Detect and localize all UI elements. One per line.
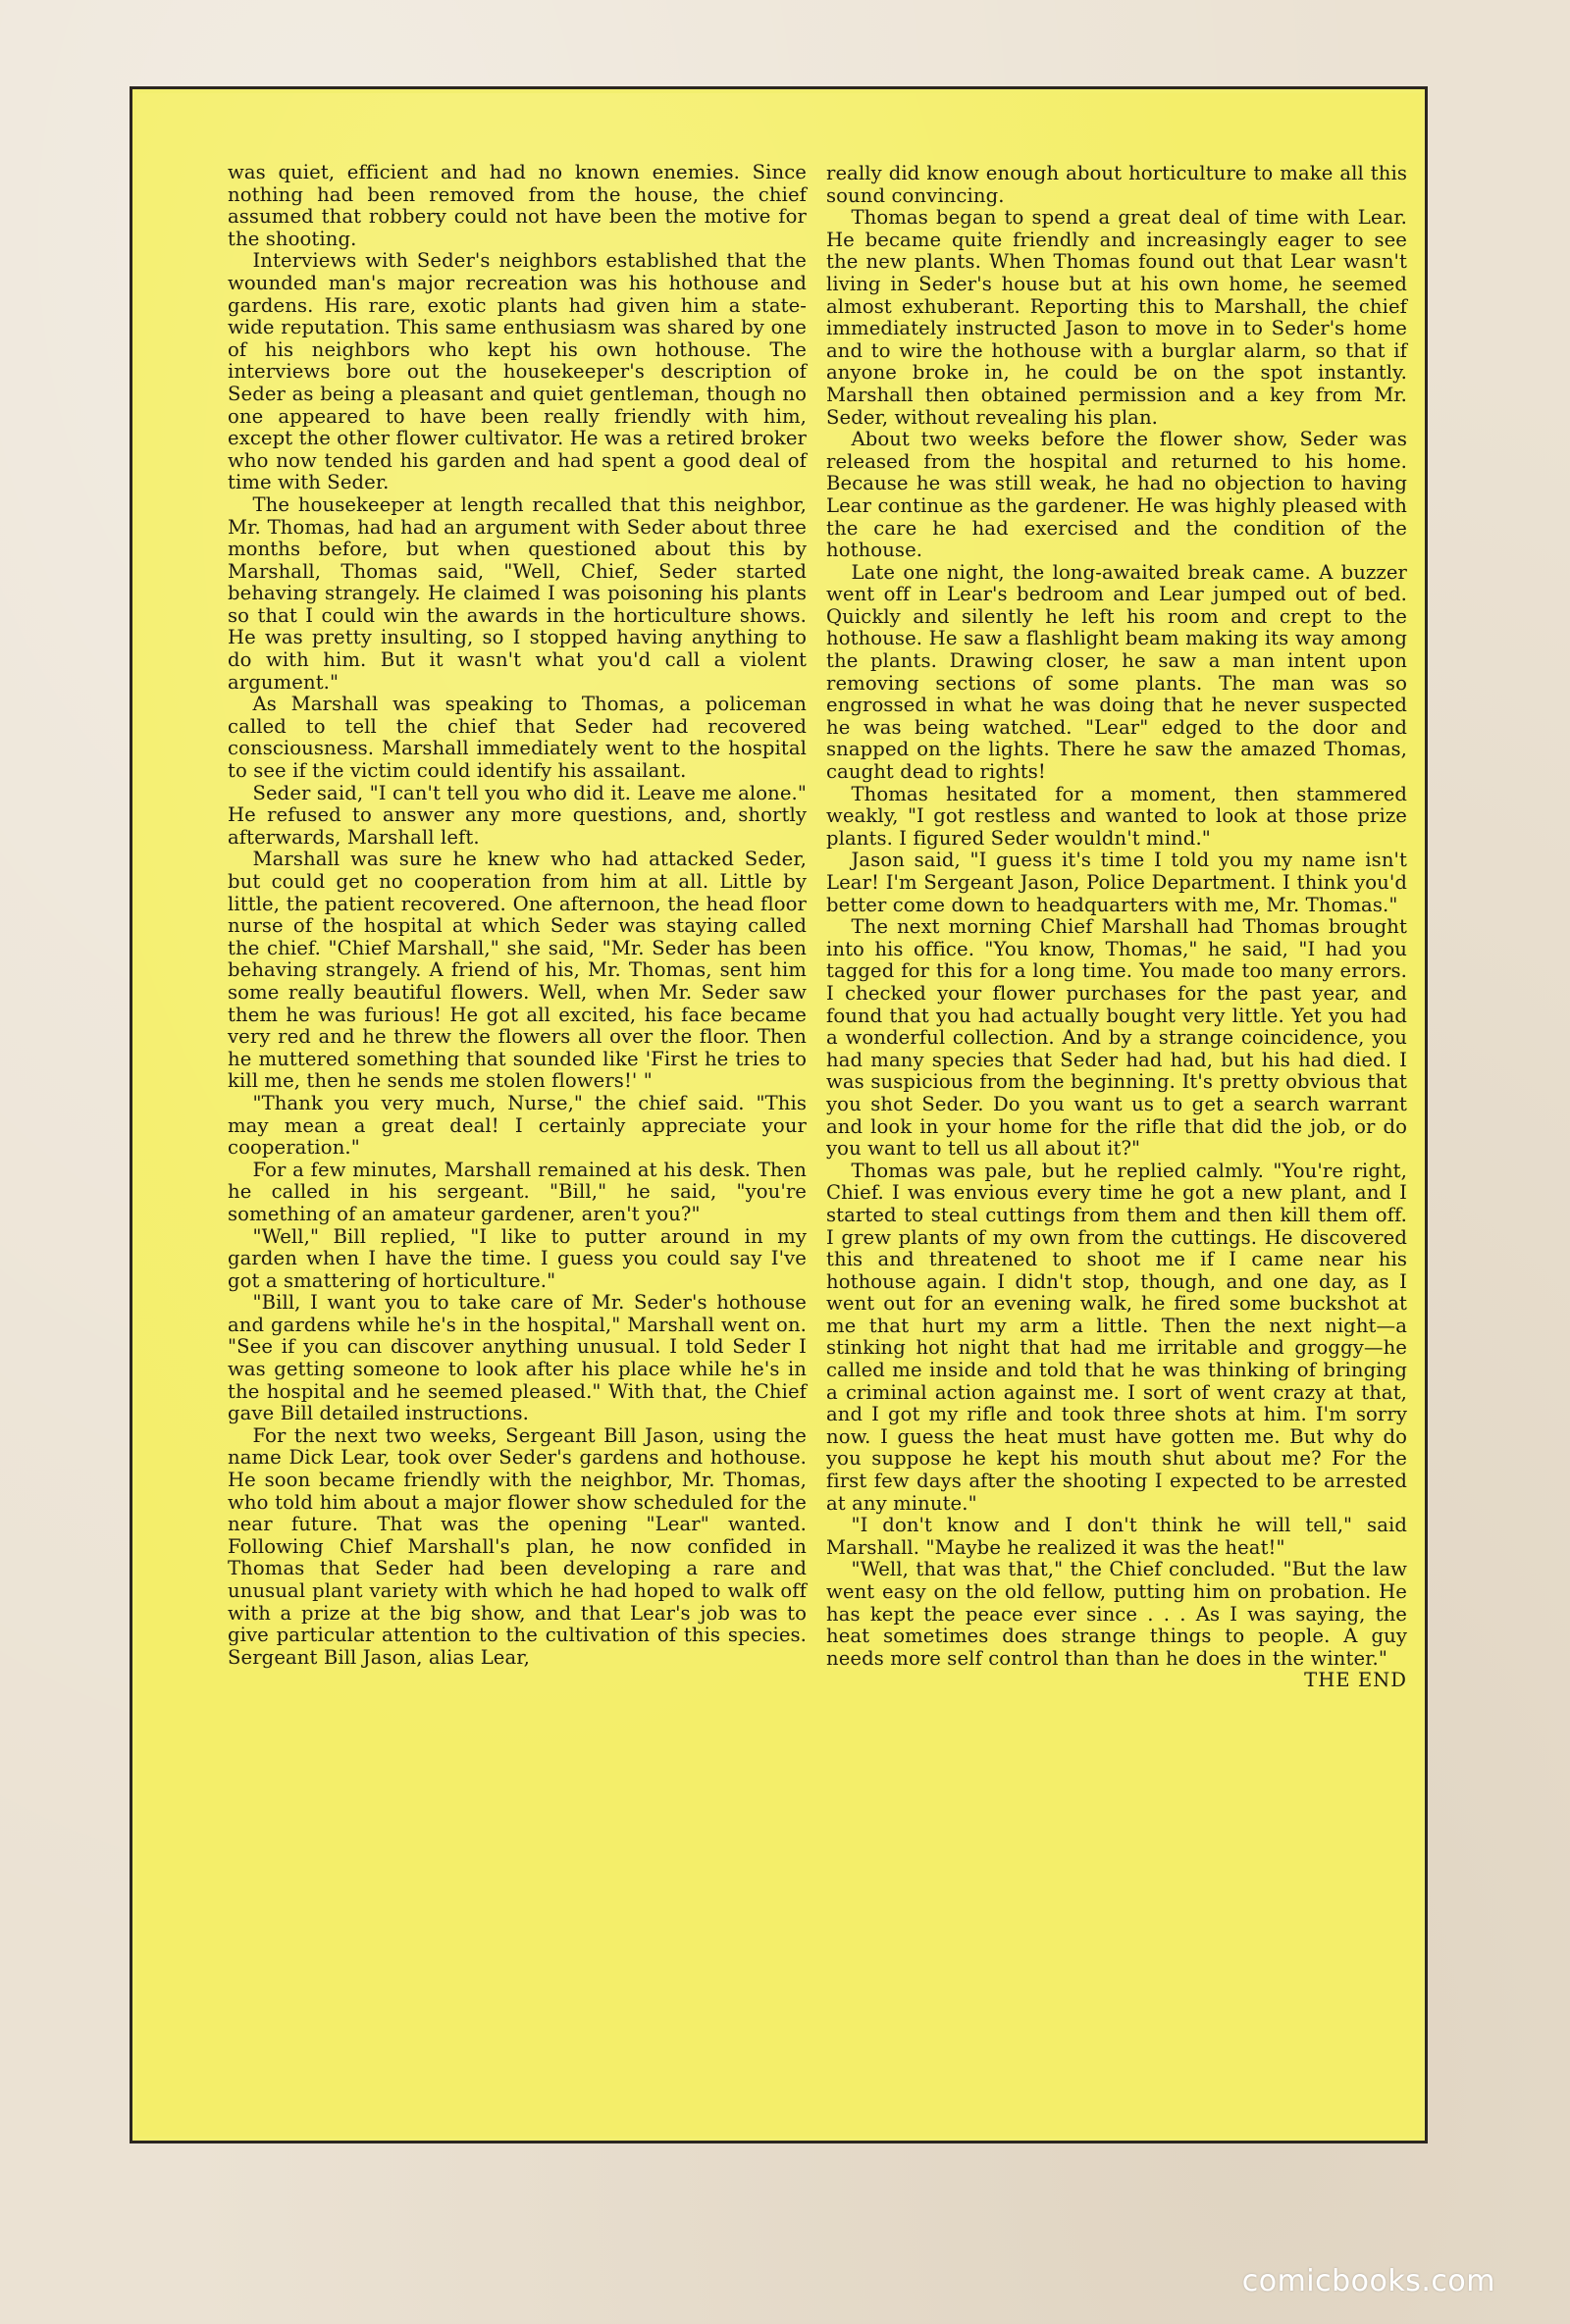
story-paragraph: The next morning Chief Marshall had Thomas brought into his office. "You know, Thomas," he said, "I had you tagged for this for a long time. You made too many errors. I checked your flower purchases for the past year, and found that you had actually bought very little. Yet you had a wonderful collection. And by a strange coincidence, you had many species that Seder had had, but his had died. I was suspicious from the beginning. It's pretty obvious that you shot Seder. Do you want us to get a search warrant and look in your home for the rifle that did the job, or do you want to tell us all about it?" xyxy=(826,915,1407,1161)
story-paragraph: Marshall was sure he knew who had attacked Seder, but could get no cooperation from him at all. Little by little, the patient recovered. One afternoon, the head floor nurse of the hospital at which Seder was staying called the chief. "Chief Marshall," she said, "Mr. Seder has been behaving strangely. A friend of his, Mr. Thomas, sent him some really beautiful flowers. Well, when Mr. Seder saw them he was furious! He got all excited, his face became very red and he threw the flowers all over the floor. Then he muttered something that sounded like 'First he tries to kill me, then he sends me stolen flowers!' " xyxy=(228,848,807,1093)
story-paragraph: "Well," Bill replied, "I like to putter around in my garden when I have the time. I guess you could say I've got a smattering of horticulture." xyxy=(228,1224,807,1292)
story-paragraph: Late one night, the long-awaited break came. A buzzer went off in Lear's bedroom and Lear jumped out of bed. Quickly and silently he left his room and crept to the hothouse. He saw a flashlight beam making its way among the plants. Drawing closer, he saw a man intent upon removing sections of some plants. The man was so engrossed in what he was doing that he never suspected he was being watched. "Lear" edged to the door and snapped on the lights. There he saw the amazed Thomas, caught dead to rights! xyxy=(826,560,1407,784)
story-paragraph: Thomas was pale, but he replied calmly. "You're right, Chief. I was envious every time he got a new plant, and I started to steal cuttings from them and then kill them off. I grew plants of my own from the cuttings. He discovered this and threatened to shoot me if I came near his hothouse again. I didn't stop, though, and one day, as I went out for an evening walk, he fired some buckshot at me that hurt my arm a little. Then the next night—a stinking hot night that had me irritable and groggy—he called me inside and told that he was thinking of bringing a criminal action against me. I sort of went crazy at that, and I got my rifle and took three shots at him. I'm sorry now. I guess the heat must have gotten me. But why do you suppose he kept his mouth shut about me? For the first few days after the shooting I expected to be arrested at any minute." xyxy=(826,1159,1407,1515)
story-paragraph: "I don't know and I don't think he will tell," said Marshall. "Maybe he realized it was the heat!" xyxy=(826,1514,1407,1559)
the-end-marker: THE END xyxy=(1304,1669,1407,1692)
story-paragraph: Seder said, "I can't tell you who did it. Leave me alone." He refused to answer any more questions, and, shortly afterwards, Marshall left. xyxy=(228,781,807,849)
story-paragraph: "Bill, I want you to take care of Mr. Seder's hothouse and gardens while he's in the hospital," Marshall went on. "See if you can discover anything unusual. I told Seder I was getting someone to look after his place while he's in the hospital and he seemed pleased." With that, the Chief gave Bill detailed instructions. xyxy=(228,1291,807,1425)
story-column-right xyxy=(826,163,1407,1692)
story-paragraph: "Thank you very much, Nurse," the chief said. "This may mean a great deal! I certainly appreciate your cooperation." xyxy=(228,1091,807,1160)
story-paragraph-final xyxy=(826,1558,1407,1692)
story-paragraph: The housekeeper at length recalled that this neighbor, Mr. Thomas, had had an argument with Seder about three months before, but when questioned about this by Marshall, Thomas said, "Well, Chief, Seder started behaving strangely. He claimed I was poisoning his plants so that I could win the awards in the horticulture shows. He was pretty insulting, so I stopped having anything to do with him. But it wasn't what you'd call a violent argument." xyxy=(228,492,807,694)
site-watermark: comicbooks.com xyxy=(1241,2264,1495,2298)
story-paragraph: Thomas began to spend a great deal of time with Lear. He became quite friendly and increasingly eager to see the new plants. When Thomas found out that Lear wasn't living in Seder's house but at his own home, he seemed almost exhuberant. Reporting this to Marshall, the chief immediately instructed Jason to move in to Seder's home and to wire the hothouse with a burglar alarm, so that if anyone broke in, he could be on the spot instantly. Marshall then obtained permission and a key from Mr. Seder, without revealing his plan. xyxy=(826,206,1407,429)
story-paragraph: Thomas hesitated for a moment, then stammered weakly, "I got restless and wanted to look at those prize plants. I figured Seder wouldn't mind." xyxy=(826,782,1407,850)
story-panel xyxy=(130,86,1428,2143)
story-paragraph: really did know enough about horticulture to make all this sound convincing. xyxy=(826,162,1407,207)
story-paragraph: Jason said, "I guess it's time I told you my name isn't Lear! I'm Sergeant Jason, Police Department. I think you'd better come down to headquarters with me, Mr. Thomas." xyxy=(826,849,1407,916)
story-final-text: "Well, that was that," the Chief concluded. "But the law went easy on the old fellow, putting him on probation. He has kept the peace ever since . . . As I was saying, the heat sometimes does strange things to people. A guy needs more self control than than he does in the winter." xyxy=(826,1558,1407,1670)
story-paragraph: For the next two weeks, Sergeant Bill Jason, using the name Dick Lear, took over Seder's gardens and hothouse. He soon became friendly with the neighbor, Mr. Thomas, who told him about a major flower show scheduled for the near future. That was the opening "Lear" wanted. Following Chief Marshall's plan, he now confided in Thomas that Seder had been developing a rare and unusual plant variety with which he had hoped to walk off with a prize at the big show, and that Lear's job was to give particular attention to the cultivation of this species. Sergeant Bill Jason, alias Lear, xyxy=(228,1423,807,1669)
story-paragraph: Interviews with Seder's neighbors established that the wounded man's major recreation was his hothouse and gardens. His rare, exotic plants had given him a state-wide reputation. This same enthusiasm was shared by one of his neighbors who kept his own hothouse. The interviews bore out the housekeeper's description of Seder as being a pleasant and quiet gentleman, though no one appeared to have been really friendly with him, except the other flower cultivator. He was a retired broker who now tended his garden and had spent a good deal of time with Seder. xyxy=(228,249,807,494)
story-paragraph: About two weeks before the flower show, Seder was released from the hospital and returned to his home. Because he was still weak, he had no objection to having Lear continue as the gardener. He was highly pleased with the care he had exercised and the condition of the hothouse. xyxy=(826,428,1407,562)
story-paragraph: was quiet, efficient and had no known enemies. Since nothing had been removed from the house, the chief assumed that robbery could not have been the motive for the shooting. xyxy=(228,161,807,250)
story-panel-fill xyxy=(136,93,1421,2137)
story-paragraph: For a few minutes, Marshall remained at his desk. Then he called in his sergeant. "Bill," he said, "you're something of an amateur gardener, aren't you?" xyxy=(228,1158,807,1225)
story-paragraph: As Marshall was speaking to Thomas, a policeman called to tell the chief that Seder had recovered consciousness. Marshall immediately went to the hospital to see if the victim could identify his assailant. xyxy=(228,693,807,783)
story-column-left xyxy=(228,162,807,1669)
